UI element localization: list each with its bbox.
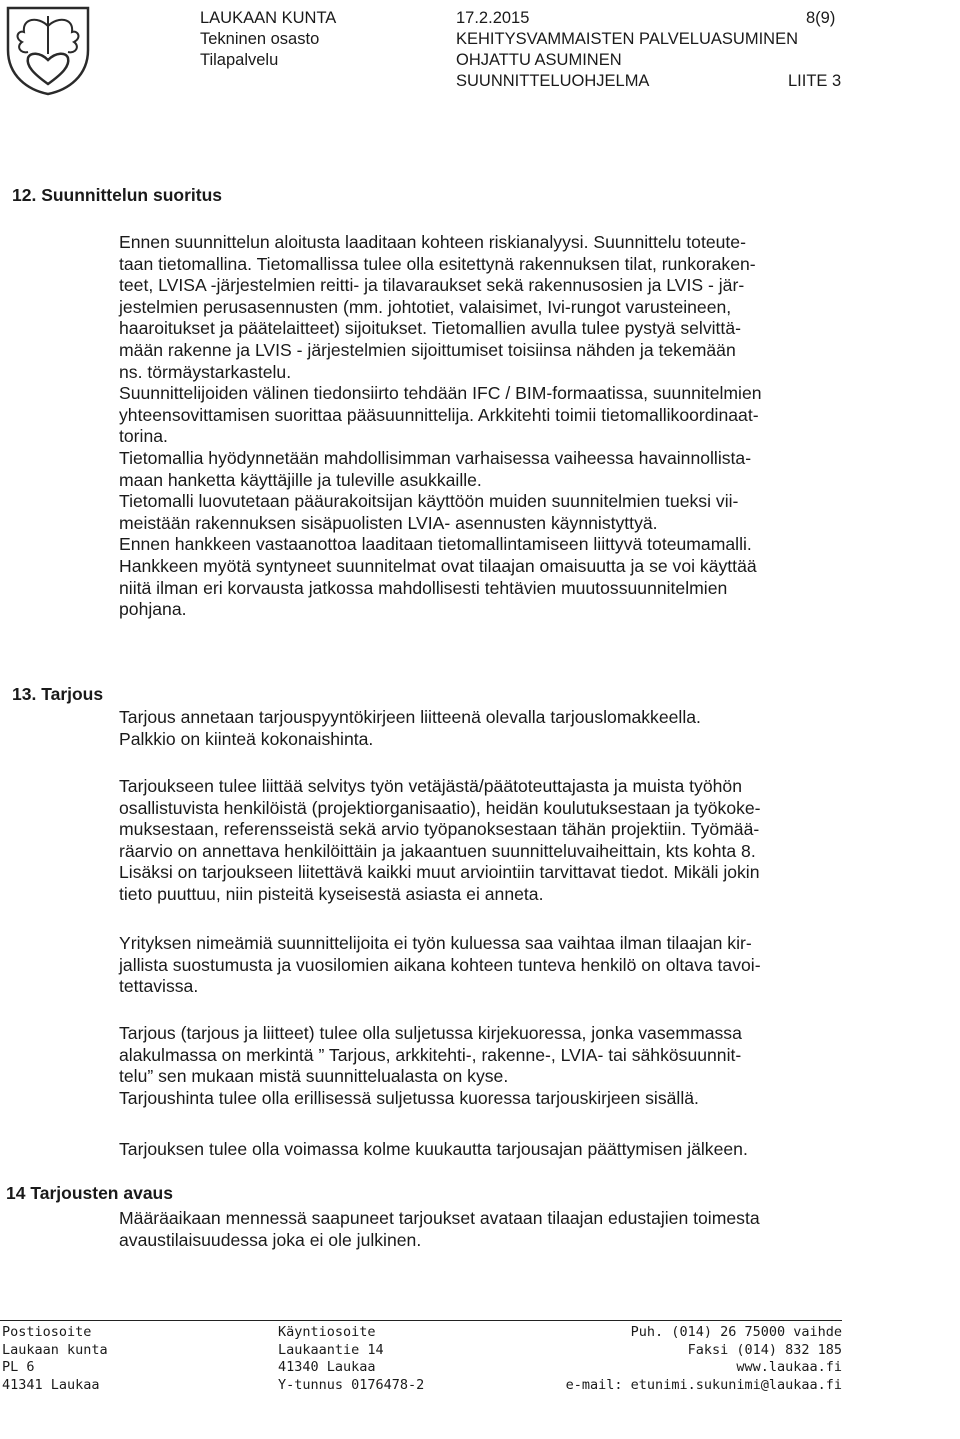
body-line: Tarjoukseen tulee liittää selvitys työn vetäjästä/päätoteuttajasta ja muista työhön: [119, 776, 742, 796]
section-13-paragraph-5: [119, 1139, 748, 1161]
body-line: Määräaikaan mennessä saapuneet tarjoukset avataan tilaajan edustajien toimesta: [119, 1208, 760, 1228]
body-line: teet, LVISA -järjestelmien reitti- ja tilavaraukset sekä rakennusosien ja LVIS - jär-: [119, 275, 745, 296]
body-line: Tietomallia hyödynnetään mahdollisimman varhaisessa vaiheessa havainnollista-: [119, 447, 752, 468]
section-13-paragraph-2: [119, 776, 761, 906]
header-date: 17.2.2015: [456, 9, 530, 27]
body-line: torina.: [119, 426, 168, 447]
body-line: jestelmien perusasennusten (mm. johtotiet, valaisimet, Ivi-rungot varusteineen,: [119, 296, 732, 317]
body-line: Ennen hankkeen vastaanottoa laaditaan tietomallintamiseen liittyvä toteumamalli.: [119, 534, 752, 555]
footer-postal-address: [2, 1324, 108, 1394]
body-line: Tarjoushinta tulee olla erillisessä suljetussa kuoressa tarjouskirjeen sisällä.: [119, 1087, 699, 1108]
body-line: Tarjous (tarjous ja liitteet) tulee olla suljetussa kirjekuoressa, jonka vasemmassa: [119, 1023, 742, 1043]
section-13-heading: 13. Tarjous: [12, 684, 104, 704]
body-line: yhteensovittamisen suorittaa pääsuunnittelija. Arkkitehti toimii tietomallikoordinaat-: [119, 404, 759, 425]
body-line: haaroitukset ja päätelaitteet) sijoitukset. Tietomallien avulla tulee pystyä selvittä-: [119, 318, 741, 339]
body-line: niitä ilman eri korvausta jatkossa mahdollisesti tehtävien muutossuunnitelmien: [119, 577, 728, 598]
footer-rule: [0, 1320, 842, 1321]
body-line: mään rakenne ja LVIS - järjestelmien sijoittumiset toisiinsa nähden ja tekemään: [119, 339, 736, 360]
header-org: [200, 8, 336, 71]
body-line: Palkkio on kiinteä kokonaishinta.: [119, 728, 374, 749]
footer-line: Postiosoite: [2, 1324, 92, 1340]
header-unit: Tilapalvelu: [200, 51, 279, 69]
footer-line: Laukaantie 14: [278, 1341, 384, 1358]
footer-contact: [566, 1324, 842, 1394]
footer-line: 41340 Laukaa: [278, 1359, 376, 1375]
body-line: pohjana.: [119, 599, 187, 620]
body-line: Yrityksen nimeämiä suunnittelijoita ei työn kuluessa saa vaihtaa ilman tilaajan kir-: [119, 933, 752, 953]
footer-line: Y-tunnus 0176478-2: [278, 1376, 425, 1393]
body-line: alakulmassa on merkintä ” Tarjous, arkkitehti-, rakenne-, LVIA- tai sähkösuunnit-: [119, 1044, 742, 1065]
body-line: jallista suostumusta ja vuosilomien aikana kohteen tunteva henkilö on oltava tavoi-: [119, 954, 761, 975]
footer-fax: Faksi (014) 832 185: [687, 1341, 842, 1358]
header-org-name: LAUKAAN KUNTA: [200, 9, 337, 27]
body-line: Tarjous annetaan tarjouspyyntökirjeen liitteenä olevalla tarjouslomakkeella.: [119, 707, 701, 727]
header-doc-title: [456, 29, 798, 92]
section-14-body: [119, 1208, 760, 1251]
header-doc-title-line: KEHITYSVAMMAISTEN PALVELUASUMINEN: [456, 30, 798, 48]
body-line: tieto puuttuu, niin pisteitä kyseisestä asiasta ei anneta.: [119, 883, 544, 904]
section-12-heading: 12. Suunnittelun suoritus: [12, 185, 223, 205]
footer-line: 41341 Laukaa: [2, 1376, 100, 1393]
body-line: tettavissa.: [119, 976, 199, 997]
header-doc-title-line: OHJATTU ASUMINEN: [456, 51, 622, 69]
body-line: maan hanketta käyttäjille ja tuleville asukkaille.: [119, 469, 482, 490]
header-doc-title-line: SUUNNITTELUOHJELMA: [456, 72, 650, 90]
section-13-paragraph-1: [119, 707, 701, 750]
body-line: räarvio on annettava henkilöittäin ja jakaantuen suunnitteluvaiheittain, kts kohta 8.: [119, 840, 756, 861]
body-line: telu” sen mukaan mistä suunnittelualasta on kyse.: [119, 1066, 509, 1087]
footer-line: Käyntiosoite: [278, 1324, 376, 1340]
body-line: ns. törmäystarkastelu.: [119, 361, 292, 382]
body-line: Tietomalli luovutetaan pääurakoitsijan käyttöön muiden suunnitelmien tueksi vii-: [119, 491, 739, 512]
body-line: Lisäksi on tarjoukseen liitettävä kaikki muut arviointiin tarvittavat tiedot. Mikäli jokin: [119, 862, 760, 883]
footer-email-link[interactable]: e-mail: etunimi.sukunimi@laukaa.fi: [565, 1376, 842, 1393]
footer-phone: Puh. (014) 26 75000 vaihde: [630, 1324, 842, 1340]
header-department: Tekninen osasto: [200, 30, 320, 48]
section-14-heading: 14 Tarjousten avaus: [6, 1183, 173, 1203]
body-line: Tarjouksen tulee olla voimassa kolme kuukautta tarjousajan päättymisen jälkeen.: [119, 1139, 748, 1159]
footer-line: Laukaan kunta: [2, 1341, 108, 1358]
municipality-logo: [4, 4, 92, 96]
header-page-number: 8(9): [806, 9, 836, 27]
footer-visiting-address: [278, 1324, 424, 1394]
footer-website-link[interactable]: www.laukaa.fi: [736, 1359, 842, 1375]
body-line: Hankkeen myötä syntyneet suunnitelmat ovat tilaajan omaisuutta ja se voi käyttää: [119, 555, 757, 576]
body-line: Ennen suunnittelun aloitusta laaditaan kohteen riskianalyysi. Suunnittelu toteute-: [119, 232, 746, 252]
body-line: avaustilaisuudessa joka ei ole julkinen.: [119, 1229, 422, 1250]
section-12-body: [119, 232, 762, 621]
footer-line: PL 6: [2, 1359, 35, 1375]
body-line: osallistuvista henkilöistä (projektiorganisaatio), heidän koulutuksestaan ja työkoke-: [119, 797, 761, 818]
header-appendix: LIITE 3: [788, 72, 842, 90]
body-line: muksestaan, referensseistä sekä arvio työpanoksestaan tähän projektiin. Työmää-: [119, 819, 760, 840]
section-13-paragraph-3: [119, 933, 761, 998]
body-line: taan tietomallina. Tietomallissa tulee olla esitettynä rakennuksen tilat, runkoraken-: [119, 253, 756, 274]
body-line: meistään rakennuksen sisäpuolisten LVIA- asennusten käynnistyttyä.: [119, 512, 658, 533]
section-13-paragraph-4: [119, 1023, 742, 1109]
body-line: Suunnittelijoiden välinen tiedonsiirto tehdään IFC / BIM-formaatissa, suunnitelmien: [119, 383, 762, 404]
